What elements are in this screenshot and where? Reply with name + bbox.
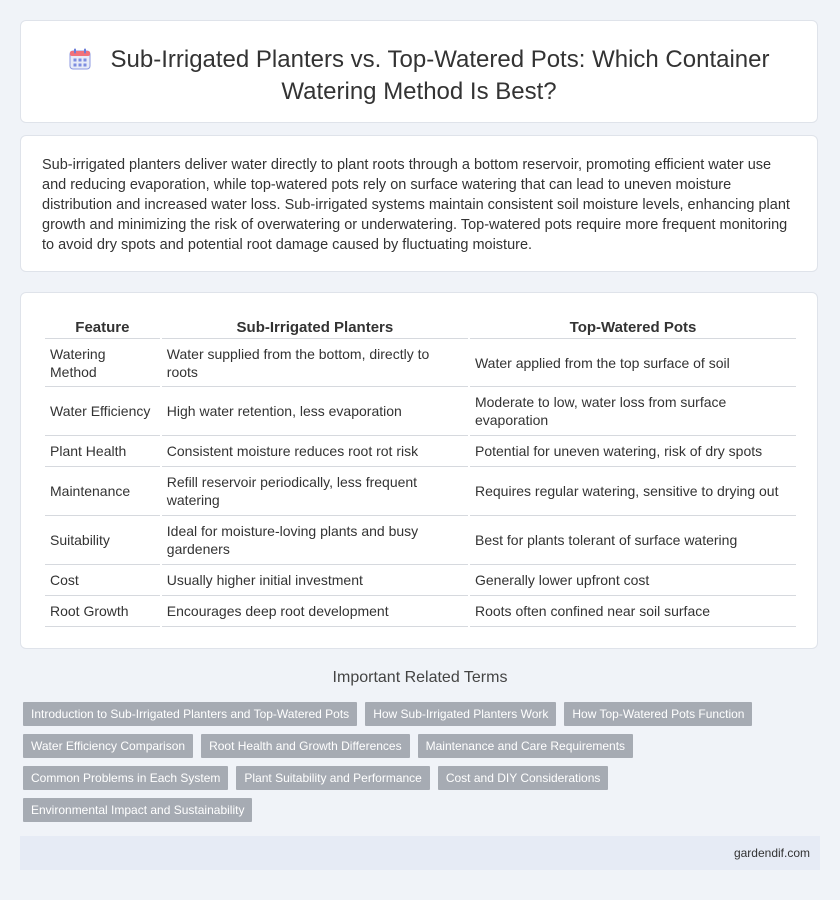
related-term-tag[interactable]: Root Health and Growth Differences (201, 734, 410, 758)
page-title: Sub-Irrigated Planters vs. Top-Watered Pots: Which Container Watering Method Is Best? (110, 46, 770, 105)
table-row (45, 516, 796, 565)
table-row (45, 436, 796, 467)
comparison-table-card (20, 292, 818, 649)
cell-top-watered: Potential for uneven watering, risk of dry spots (470, 436, 796, 467)
related-term-tag[interactable]: Cost and DIY Considerations (438, 766, 609, 790)
cell-top-watered: Roots often confined near soil surface (470, 596, 796, 627)
related-term-tag[interactable]: How Sub-Irrigated Planters Work (365, 702, 556, 726)
related-term-tag[interactable]: Maintenance and Care Requirements (418, 734, 633, 758)
cell-sub-irrigated: Water supplied from the bottom, directly to roots (162, 339, 468, 387)
cell-feature: Maintenance (45, 467, 160, 516)
footer-site-link[interactable]: gardendif.com (733, 846, 810, 860)
cell-sub-irrigated: Refill reservoir periodically, less frequent watering (162, 467, 468, 516)
cell-top-watered: Water applied from the top surface of soil (470, 339, 796, 387)
related-terms-title: Important Related Terms (332, 669, 508, 686)
cell-feature: Root Growth (45, 596, 160, 627)
table-row (45, 565, 796, 596)
footer (20, 836, 820, 870)
cell-feature: Suitability (45, 516, 160, 565)
calendar-icon (69, 48, 91, 77)
title-card (20, 20, 818, 123)
table-row (45, 387, 796, 436)
cell-feature: Water Efficiency (45, 387, 160, 436)
header-sub-irrigated: Sub-Irrigated Planters (162, 317, 468, 339)
table-row (45, 467, 796, 516)
cell-feature: Watering Method (45, 339, 160, 387)
header-feature: Feature (45, 317, 160, 339)
intro-paragraph: Sub-irrigated planters deliver water directly to plant roots through a bottom reservoir, promoting efficient water use and reducing evaporation, while top-watered pots rely on surface watering that can lead to uneven moisture distribution and increased water loss. Sub-irrigated systems maintain consistent soil moisture levels, enhancing plant growth and minimizing the risk of overwatering or underwatering. Top-watered pots require more frequent monitoring to avoid dry spots and potential root damage caused by fluctuating moisture. (42, 157, 790, 253)
cell-feature: Cost (45, 565, 160, 596)
page-title-wrap (21, 45, 817, 106)
cell-sub-irrigated: Ideal for moisture-loving plants and busy gardeners (162, 516, 468, 565)
cell-sub-irrigated: Usually higher initial investment (162, 565, 468, 596)
table-row (45, 596, 796, 627)
table-row (45, 339, 796, 387)
related-term-tag[interactable]: Introduction to Sub-Irrigated Planters and Top-Watered Pots (23, 702, 357, 726)
cell-sub-irrigated: Encourages deep root development (162, 596, 468, 627)
related-terms-list (23, 702, 813, 830)
cell-top-watered: Best for plants tolerant of surface watering (470, 516, 796, 565)
cell-top-watered: Generally lower upfront cost (470, 565, 796, 596)
cell-top-watered: Requires regular watering, sensitive to drying out (470, 467, 796, 516)
intro-card (20, 135, 818, 272)
cell-top-watered: Moderate to low, water loss from surface evaporation (470, 387, 796, 436)
table-header-row (45, 317, 796, 339)
header-top-watered: Top-Watered Pots (470, 317, 796, 339)
related-term-tag[interactable]: Common Problems in Each System (23, 766, 228, 790)
related-term-tag[interactable]: Plant Suitability and Performance (236, 766, 429, 790)
comparison-table (43, 317, 798, 627)
cell-feature: Plant Health (45, 436, 160, 467)
related-term-tag[interactable]: Environmental Impact and Sustainability (23, 798, 252, 822)
related-term-tag[interactable]: How Top-Watered Pots Function (564, 702, 752, 726)
cell-sub-irrigated: Consistent moisture reduces root rot risk (162, 436, 468, 467)
related-term-tag[interactable]: Water Efficiency Comparison (23, 734, 193, 758)
cell-sub-irrigated: High water retention, less evaporation (162, 387, 468, 436)
